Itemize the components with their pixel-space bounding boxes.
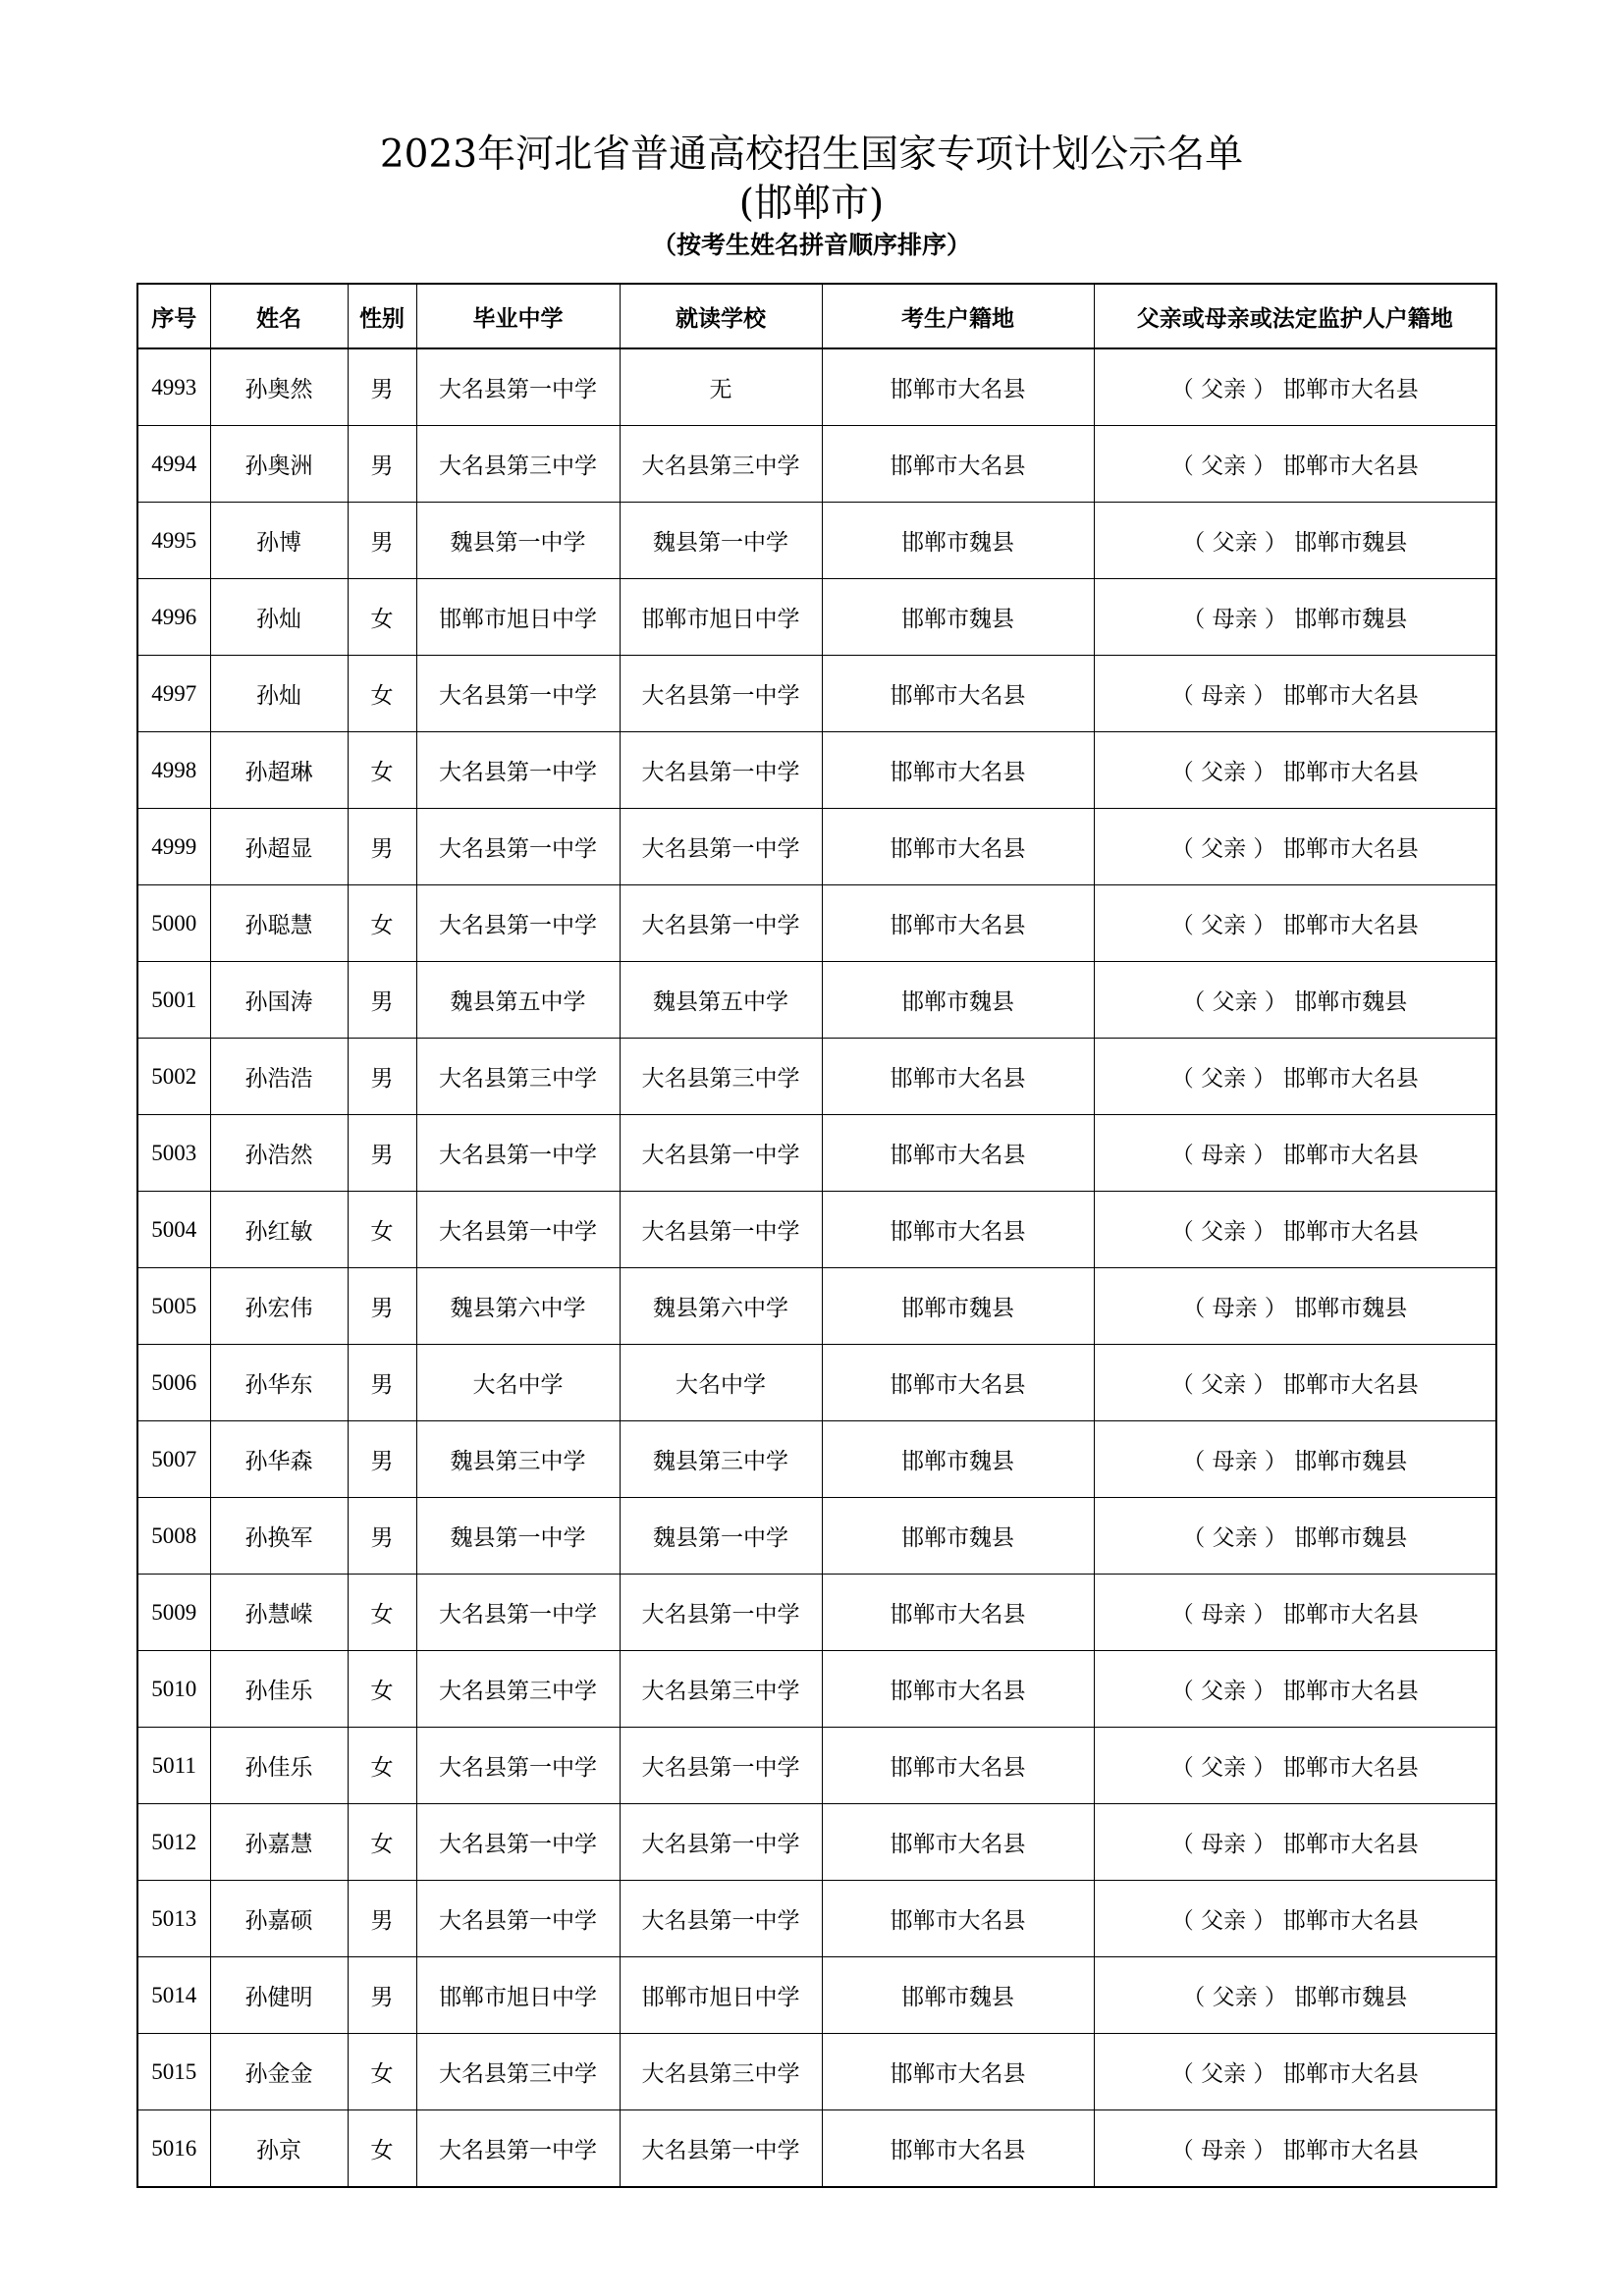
cell-gender: 男 — [348, 426, 416, 503]
cell-student-household: 邯郸市大名县 — [822, 1651, 1094, 1728]
cell-current-school: 魏县第一中学 — [620, 1498, 822, 1575]
cell-gender: 女 — [348, 579, 416, 656]
table-row — [137, 732, 1496, 809]
table-row — [137, 348, 1496, 426]
cell-gender: 男 — [348, 809, 416, 885]
cell-gender: 女 — [348, 1651, 416, 1728]
cell-graduation-school: 大名县第一中学 — [416, 1804, 620, 1881]
table-row — [137, 2110, 1496, 2188]
cell-name: 孙灿 — [210, 656, 348, 732]
cell-guardian-household: （ 父亲 ） 邯郸市大名县 — [1094, 426, 1496, 503]
cell-student-household: 邯郸市大名县 — [822, 2034, 1094, 2110]
cell-current-school: 大名县第一中学 — [620, 2110, 822, 2188]
cell-graduation-school: 大名县第一中学 — [416, 732, 620, 809]
cell-index: 4993 — [137, 348, 210, 426]
cell-gender: 男 — [348, 1115, 416, 1192]
cell-gender: 男 — [348, 1881, 416, 1957]
table-row — [137, 1575, 1496, 1651]
table-row — [137, 1345, 1496, 1421]
cell-graduation-school: 大名县第一中学 — [416, 1728, 620, 1804]
cell-name: 孙换军 — [210, 1498, 348, 1575]
table-row — [137, 809, 1496, 885]
cell-current-school: 大名县第一中学 — [620, 885, 822, 962]
cell-current-school: 大名县第三中学 — [620, 2034, 822, 2110]
cell-current-school: 大名县第一中学 — [620, 1192, 822, 1268]
cell-name: 孙慧嵘 — [210, 1575, 348, 1651]
cell-index: 5004 — [137, 1192, 210, 1268]
cell-current-school: 大名县第一中学 — [620, 1728, 822, 1804]
cell-current-school: 大名县第一中学 — [620, 1575, 822, 1651]
cell-gender: 女 — [348, 1575, 416, 1651]
cell-guardian-household: （ 父亲 ） 邯郸市大名县 — [1094, 348, 1496, 426]
cell-graduation-school: 大名县第一中学 — [416, 1881, 620, 1957]
cell-current-school: 大名县第三中学 — [620, 1651, 822, 1728]
cell-guardian-household: （ 父亲 ） 邯郸市大名县 — [1094, 1728, 1496, 1804]
cell-current-school: 大名县第三中学 — [620, 426, 822, 503]
cell-gender: 男 — [348, 1345, 416, 1421]
cell-guardian-household: （ 父亲 ） 邯郸市魏县 — [1094, 1957, 1496, 2034]
cell-index: 5007 — [137, 1421, 210, 1498]
cell-current-school: 无 — [620, 348, 822, 426]
cell-name: 孙奥洲 — [210, 426, 348, 503]
cell-current-school: 邯郸市旭日中学 — [620, 579, 822, 656]
cell-student-household: 邯郸市大名县 — [822, 1039, 1094, 1115]
cell-gender: 女 — [348, 2110, 416, 2188]
cell-guardian-household: （ 父亲 ） 邯郸市魏县 — [1094, 962, 1496, 1039]
sort-note: （按考生姓名拼音顺序排序） — [651, 231, 971, 259]
cell-graduation-school: 大名县第三中学 — [416, 1039, 620, 1115]
cell-index: 5014 — [137, 1957, 210, 2034]
cell-graduation-school: 大名县第三中学 — [416, 2034, 620, 2110]
cell-index: 5013 — [137, 1881, 210, 1957]
cell-student-household: 邯郸市魏县 — [822, 962, 1094, 1039]
cell-index: 5002 — [137, 1039, 210, 1115]
cell-name: 孙灿 — [210, 579, 348, 656]
cell-index: 4999 — [137, 809, 210, 885]
table-row — [137, 1115, 1496, 1192]
cell-student-household: 邯郸市大名县 — [822, 2110, 1094, 2188]
cell-student-household: 邯郸市大名县 — [822, 426, 1094, 503]
table-row — [137, 1804, 1496, 1881]
cell-graduation-school: 大名县第一中学 — [416, 1115, 620, 1192]
cell-name: 孙红敏 — [210, 1192, 348, 1268]
document-title: 2023年河北省普通高校招生国家专项计划公示名单 — [379, 133, 1244, 177]
cell-current-school: 大名县第一中学 — [620, 656, 822, 732]
cell-index: 4998 — [137, 732, 210, 809]
table-row — [137, 1957, 1496, 2034]
cell-index: 5012 — [137, 1804, 210, 1881]
cell-student-household: 邯郸市大名县 — [822, 656, 1094, 732]
cell-graduation-school: 大名县第三中学 — [416, 426, 620, 503]
cell-student-household: 邯郸市大名县 — [822, 1804, 1094, 1881]
roster-table — [136, 283, 1497, 2188]
table-row — [137, 1881, 1496, 1957]
cell-student-household: 邯郸市魏县 — [822, 1498, 1094, 1575]
cell-guardian-household: （ 母亲 ） 邯郸市大名县 — [1094, 1804, 1496, 1881]
table-row — [137, 579, 1496, 656]
cell-graduation-school: 大名中学 — [416, 1345, 620, 1421]
table-row — [137, 1268, 1496, 1345]
header-name: 姓名 — [210, 284, 348, 348]
cell-index: 5005 — [137, 1268, 210, 1345]
cell-graduation-school: 大名县第三中学 — [416, 1651, 620, 1728]
cell-gender: 女 — [348, 1804, 416, 1881]
cell-name: 孙健明 — [210, 1957, 348, 2034]
cell-graduation-school: 大名县第一中学 — [416, 656, 620, 732]
cell-guardian-household: （ 父亲 ） 邯郸市大名县 — [1094, 885, 1496, 962]
cell-graduation-school: 魏县第一中学 — [416, 503, 620, 579]
cell-name: 孙佳乐 — [210, 1651, 348, 1728]
cell-student-household: 邯郸市魏县 — [822, 1957, 1094, 2034]
cell-guardian-household: （ 父亲 ） 邯郸市魏县 — [1094, 1498, 1496, 1575]
table-row — [137, 885, 1496, 962]
cell-guardian-household: （ 父亲 ） 邯郸市大名县 — [1094, 1345, 1496, 1421]
cell-guardian-household: （ 母亲 ） 邯郸市大名县 — [1094, 1115, 1496, 1192]
cell-current-school: 大名县第一中学 — [620, 1881, 822, 1957]
cell-guardian-household: （ 父亲 ） 邯郸市大名县 — [1094, 1651, 1496, 1728]
table-row — [137, 1192, 1496, 1268]
cell-guardian-household: （ 母亲 ） 邯郸市大名县 — [1094, 1575, 1496, 1651]
cell-gender: 女 — [348, 2034, 416, 2110]
table-row — [137, 2034, 1496, 2110]
cell-index: 5016 — [137, 2110, 210, 2188]
cell-name: 孙嘉慧 — [210, 1804, 348, 1881]
roster-body — [137, 348, 1496, 2187]
header-row — [137, 284, 1496, 348]
cell-index: 5015 — [137, 2034, 210, 2110]
header-current-school: 就读学校 — [620, 284, 822, 348]
cell-gender: 男 — [348, 962, 416, 1039]
header-gender: 性别 — [348, 284, 416, 348]
header-guardian-household: 父亲或母亲或法定监护人户籍地 — [1094, 284, 1496, 348]
cell-current-school: 大名县第一中学 — [620, 809, 822, 885]
cell-guardian-household: （ 母亲 ） 邯郸市魏县 — [1094, 1268, 1496, 1345]
cell-student-household: 邯郸市大名县 — [822, 1345, 1094, 1421]
table-row — [137, 1498, 1496, 1575]
cell-current-school: 大名县第一中学 — [620, 1804, 822, 1881]
table-row — [137, 426, 1496, 503]
cell-student-household: 邯郸市魏县 — [822, 503, 1094, 579]
table-row — [137, 1039, 1496, 1115]
cell-index: 4996 — [137, 579, 210, 656]
cell-name: 孙国涛 — [210, 962, 348, 1039]
cell-name: 孙嘉硕 — [210, 1881, 348, 1957]
cell-index: 5010 — [137, 1651, 210, 1728]
cell-graduation-school: 大名县第一中学 — [416, 2110, 620, 2188]
cell-name: 孙聪慧 — [210, 885, 348, 962]
cell-guardian-household: （ 父亲 ） 邯郸市大名县 — [1094, 1192, 1496, 1268]
cell-current-school: 邯郸市旭日中学 — [620, 1957, 822, 2034]
cell-index: 5006 — [137, 1345, 210, 1421]
cell-student-household: 邯郸市大名县 — [822, 809, 1094, 885]
cell-guardian-household: （ 父亲 ） 邯郸市大名县 — [1094, 809, 1496, 885]
cell-guardian-household: （ 父亲 ） 邯郸市大名县 — [1094, 2034, 1496, 2110]
cell-student-household: 邯郸市大名县 — [822, 885, 1094, 962]
cell-name: 孙浩浩 — [210, 1039, 348, 1115]
cell-index: 5000 — [137, 885, 210, 962]
cell-guardian-household: （ 母亲 ） 邯郸市大名县 — [1094, 656, 1496, 732]
cell-current-school: 大名中学 — [620, 1345, 822, 1421]
table-row — [137, 503, 1496, 579]
cell-student-household: 邯郸市大名县 — [822, 1115, 1094, 1192]
cell-gender: 女 — [348, 1192, 416, 1268]
cell-name: 孙金金 — [210, 2034, 348, 2110]
cell-index: 4997 — [137, 656, 210, 732]
cell-student-household: 邯郸市大名县 — [822, 732, 1094, 809]
cell-graduation-school: 魏县第一中学 — [416, 1498, 620, 1575]
cell-name: 孙京 — [210, 2110, 348, 2188]
cell-graduation-school: 大名县第一中学 — [416, 885, 620, 962]
cell-current-school: 魏县第五中学 — [620, 962, 822, 1039]
cell-name: 孙超琳 — [210, 732, 348, 809]
cell-graduation-school: 魏县第六中学 — [416, 1268, 620, 1345]
cell-name: 孙华东 — [210, 1345, 348, 1421]
cell-gender: 女 — [348, 885, 416, 962]
cell-graduation-school: 邯郸市旭日中学 — [416, 579, 620, 656]
cell-guardian-household: （ 父亲 ） 邯郸市魏县 — [1094, 503, 1496, 579]
cell-student-household: 邯郸市大名县 — [822, 1192, 1094, 1268]
cell-gender: 女 — [348, 1728, 416, 1804]
cell-student-household: 邯郸市魏县 — [822, 1268, 1094, 1345]
cell-graduation-school: 魏县第三中学 — [416, 1421, 620, 1498]
cell-name: 孙佳乐 — [210, 1728, 348, 1804]
cell-graduation-school: 魏县第五中学 — [416, 962, 620, 1039]
table-row — [137, 1421, 1496, 1498]
cell-index: 5009 — [137, 1575, 210, 1651]
cell-current-school: 魏县第三中学 — [620, 1421, 822, 1498]
cell-guardian-household: （ 父亲 ） 邯郸市大名县 — [1094, 732, 1496, 809]
cell-name: 孙浩然 — [210, 1115, 348, 1192]
cell-guardian-household: （ 父亲 ） 邯郸市大名县 — [1094, 1039, 1496, 1115]
cell-index: 5001 — [137, 962, 210, 1039]
cell-student-household: 邯郸市大名县 — [822, 348, 1094, 426]
cell-student-household: 邯郸市大名县 — [822, 1728, 1094, 1804]
cell-current-school: 魏县第六中学 — [620, 1268, 822, 1345]
cell-index: 5008 — [137, 1498, 210, 1575]
cell-gender: 女 — [348, 732, 416, 809]
cell-current-school: 魏县第一中学 — [620, 503, 822, 579]
cell-name: 孙博 — [210, 503, 348, 579]
cell-name: 孙超显 — [210, 809, 348, 885]
cell-graduation-school: 邯郸市旭日中学 — [416, 1957, 620, 2034]
cell-current-school: 大名县第一中学 — [620, 732, 822, 809]
cell-gender: 男 — [348, 1039, 416, 1115]
cell-graduation-school: 大名县第一中学 — [416, 1575, 620, 1651]
cell-guardian-household: （ 父亲 ） 邯郸市大名县 — [1094, 1881, 1496, 1957]
cell-index: 5003 — [137, 1115, 210, 1192]
cell-index: 4994 — [137, 426, 210, 503]
header-graduation-school: 毕业中学 — [416, 284, 620, 348]
cell-student-household: 邯郸市魏县 — [822, 579, 1094, 656]
header-student-household: 考生户籍地 — [822, 284, 1094, 348]
cell-gender: 男 — [348, 1498, 416, 1575]
table-row — [137, 962, 1496, 1039]
cell-name: 孙奥然 — [210, 348, 348, 426]
cell-gender: 男 — [348, 348, 416, 426]
cell-graduation-school: 大名县第一中学 — [416, 348, 620, 426]
cell-index: 5011 — [137, 1728, 210, 1804]
cell-gender: 男 — [348, 1957, 416, 2034]
cell-student-household: 邯郸市大名县 — [822, 1575, 1094, 1651]
cell-current-school: 大名县第三中学 — [620, 1039, 822, 1115]
cell-gender: 女 — [348, 656, 416, 732]
cell-index: 4995 — [137, 503, 210, 579]
table-row — [137, 656, 1496, 732]
document-subtitle: (邯郸市) — [738, 182, 885, 226]
cell-gender: 男 — [348, 1268, 416, 1345]
cell-gender: 男 — [348, 503, 416, 579]
cell-name: 孙宏伟 — [210, 1268, 348, 1345]
header-index: 序号 — [137, 284, 210, 348]
table-row — [137, 1651, 1496, 1728]
cell-student-household: 邯郸市魏县 — [822, 1421, 1094, 1498]
cell-student-household: 邯郸市大名县 — [822, 1881, 1094, 1957]
cell-guardian-household: （ 母亲 ） 邯郸市魏县 — [1094, 579, 1496, 656]
cell-guardian-household: （ 母亲 ） 邯郸市魏县 — [1094, 1421, 1496, 1498]
cell-graduation-school: 大名县第一中学 — [416, 809, 620, 885]
table-row — [137, 1728, 1496, 1804]
cell-current-school: 大名县第一中学 — [620, 1115, 822, 1192]
cell-guardian-household: （ 母亲 ） 邯郸市大名县 — [1094, 2110, 1496, 2188]
cell-name: 孙华森 — [210, 1421, 348, 1498]
cell-graduation-school: 大名县第一中学 — [416, 1192, 620, 1268]
cell-gender: 男 — [348, 1421, 416, 1498]
